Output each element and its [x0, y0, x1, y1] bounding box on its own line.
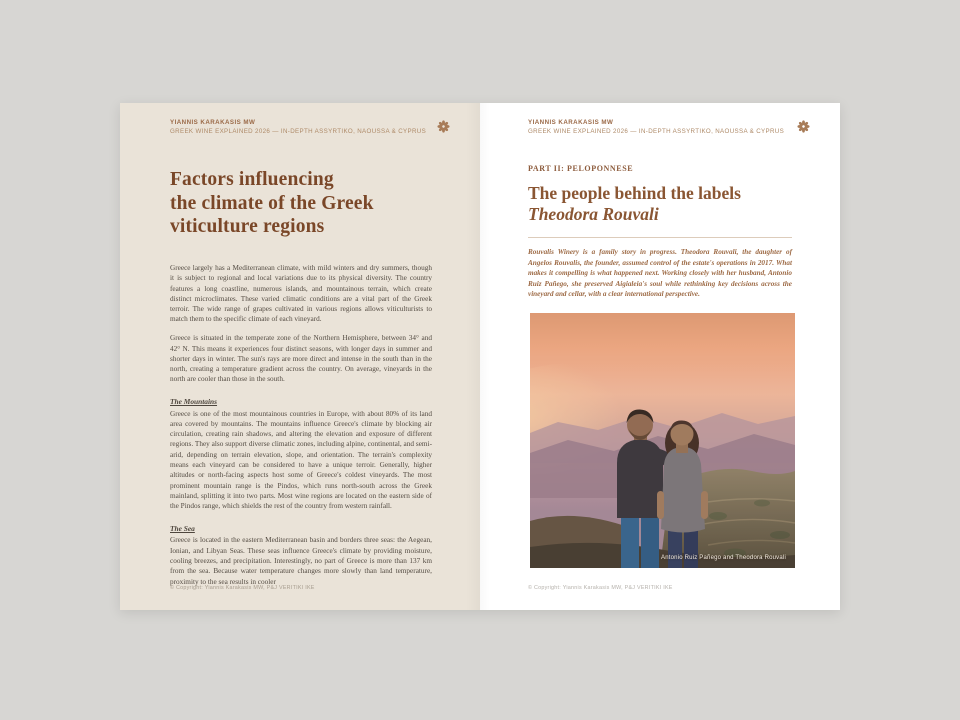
article-subtitle: Theodora Rouvali [528, 204, 659, 224]
section-heading-sea: The Sea [170, 523, 195, 533]
page-title-line: the climate of the Greek [170, 192, 374, 214]
photo-warm-overlay [530, 313, 795, 568]
photo-illustration [530, 313, 795, 568]
paragraph-sea: Greece is located in the eastern Mediterranean basin and borders three seas: the Aegean, Ionian, and Libyan Seas. These seas influence Greece's climate by providing moisture, cooling breezes, and precipitation. Interestingly, no part of Greece is more than 137 km from the sea. Because water temperature changes more slowly than land temperature, proximity to the sea results in cooler [170, 536, 432, 586]
page-title-line: Factors influencing [170, 169, 334, 190]
paragraph-temperate-zone: Greece is situated in the temperate zone of the Northern Hemisphere, between 34° and 42° N. This means it experiences four distinct seasons, with longer days in summer and shorter days in winter. The sun's rays are more direct and intense in the south than in the north, creating a temperature gradient across the country. On average, vineyards in the north are cooler than those in the south. [170, 334, 432, 384]
page-title [170, 168, 374, 239]
edition-title: GREEK WINE EXPLAINED 2026 — IN-DEPTH ASSYRTIKO, NAOUSSA & CYPRUS [528, 128, 785, 135]
article-header [528, 164, 792, 300]
running-header-text [170, 118, 426, 136]
edition-title: GREEK WINE EXPLAINED 2026 — IN-DEPTH ASSYRTIKO, NAOUSSA & CYPRUS [170, 128, 427, 135]
body-text [170, 263, 432, 595]
book-spread [120, 103, 840, 610]
copyright-footer: © Copyright: Yiannis Karakasis MW, P&J VERITIKI IKE [170, 585, 315, 591]
running-header [170, 118, 450, 136]
author-name: YIANNIS KARAKASIS MW [170, 119, 256, 126]
rosette-icon [437, 120, 450, 133]
paragraph-mountains: Greece is one of the most mountainous countries in Europe, with about 80% of its land area covered by mountains. The mountains influence Greece's climate by blocking air circulation, creating rain shadows, and altering the elevation and exposure of different regions. They also support diverse climatic zones, including alpine, continental, and semi-arid, depending on terrain elevation, slope, and orientation. The terrain's complexity means each vineyard can be considered to have a unique terroir. Generally, higher altitudes or north-facing aspects host some of Greece's coldest vineyards. The most prominent mountain range is the Pindos, which runs north-south across the Greek mainland, splitting it into two parts. Most wine regions are located on the eastern side of the Pindos range, which shields the rest of the country from western rainfall. [170, 409, 432, 511]
copyright-footer: © Copyright: Yiannis Karakasis MW, P&J VERITIKI IKE [528, 585, 673, 591]
intro-paragraph: Rouvalis Winery is a family story in progress. Theodora Rouvali, the daughter of Angelos Rouvalis, the founder, assumed control of the estate's operations in 2017. What makes it compelling is what happened next. Working closely with her husband, Antonio Ruiz Pañego, she preserved Aigialeia's soul while rethinking key decisions across the vineyard and cellar, with a clear international perspective. [528, 248, 792, 299]
rosette-icon [797, 120, 810, 133]
section-kicker: PART II: PELOPONNESE [528, 164, 634, 173]
running-header [528, 118, 810, 136]
left-page [120, 103, 480, 610]
author-name: YIANNIS KARAKASIS MW [528, 119, 614, 126]
section-heading-mountains: The Mountains [170, 396, 218, 406]
article-title: The people behind the labels [528, 183, 741, 203]
right-page [480, 103, 840, 610]
paragraph-climate: Greece largely has a Mediterranean climate, with mild winters and dry summers, though it is subject to regional and local variations due to its physical diversity. The country features a long coastline, numerous islands, and mountainous terrain, which create distinct microclimates. These varied climatic conditions are a vital part of the Greek terroir. The wide range of grapes cultivated in various regions allows viticulturists to match them to the specific climate of each vineyard. [170, 264, 432, 324]
page-title-line: viticulture regions [170, 216, 325, 237]
divider-rule [528, 237, 792, 238]
photo-caption: Antonio Ruiz Pañego and Theodora Rouvali [661, 555, 786, 561]
running-header-text [528, 118, 784, 136]
sunset-portrait-photo [530, 313, 795, 568]
